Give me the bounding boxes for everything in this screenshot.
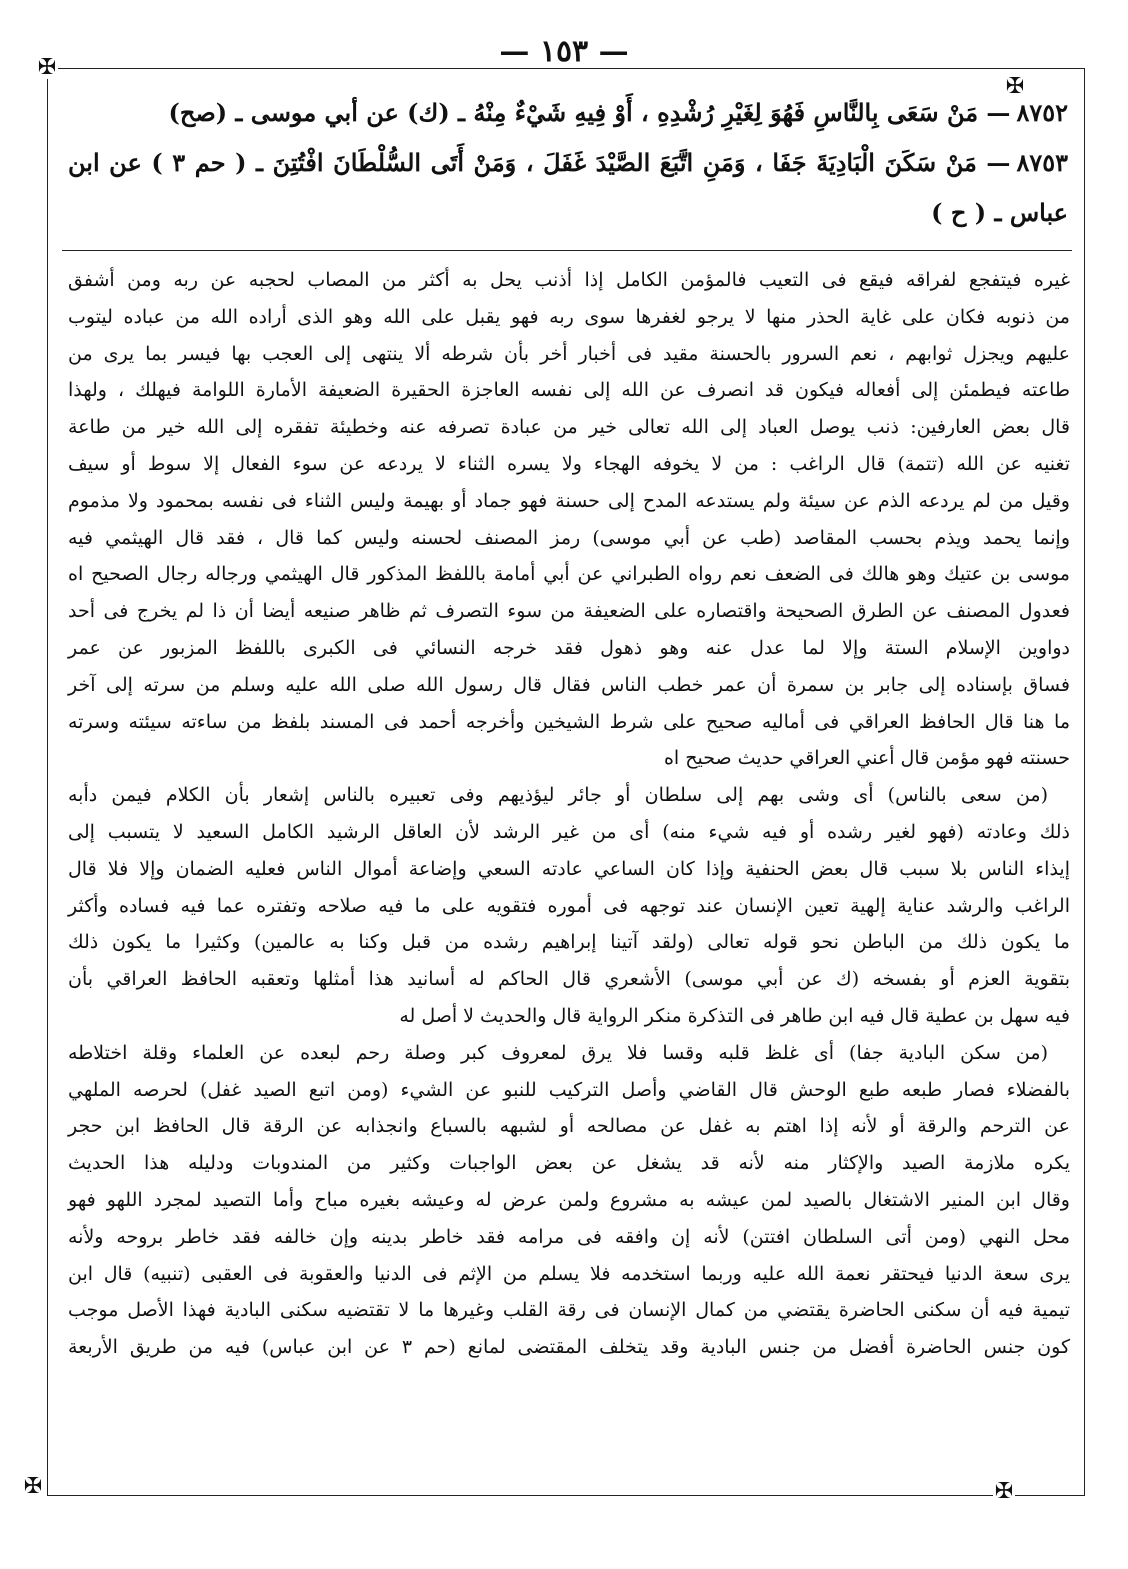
hadith-number: ٨٧٥٢: [1016, 98, 1068, 127]
commentary-line: غيره فيتفجع لفراقه فيقع فى التعيب فالمؤمن الكامل إذا أذنب يحل به أكثر من المصاب لحجبه عن ربه ومن أشفق: [68, 269, 1070, 291]
commentary-line: ذلك وعادته (فهو لغير رشده أو فيه شيء منه) أى من غير الرشد لأن العاقل الرشيد الكامل السعيد لا يتسبب إلى: [68, 820, 1070, 843]
commentary-line: كون جنس الحاضرة أفضل من جنس البادية وقد يتخلف المقتضى لمانع (حم ٣ عن ابن عباس) فيه من طريق الأربعة: [68, 1336, 1070, 1359]
hadith-text: — مَنْ سَكَنَ الْبَادِيَةَ جَفَا ، وَمَنِ اتَّبَعَ الصَّيْدَ غَفَلَ ، وَمَنْ أَتَى السُّلْطَانَ افْتُتِنَ ـ ( حم ٣ ) عن ابن عباس ـ ( ح ): [68, 148, 1068, 227]
corner-ornament-icon: ✠: [1005, 74, 1025, 99]
commentary-line: وقيل من لم يردعه الذم عن سيئة ولم يستدعه المدح إلى حسنة فهو جماد أو بهيمة وليس الثناء فى نفسه بمحمود ولا مذموم: [68, 489, 1070, 512]
commentary-line: ما يكون ذلك من الباطن نحو قوله تعالى (ولقد آتينا إبراهيم رشده من قبل وكنا به عالمين) وكثيرا ما يكون ذلك: [68, 931, 1070, 954]
commentary-line: الراغب والرشد عناية إلهية تعين الإنسان عند توجهه فى أموره فتقويه على ما فيه صلاحه وتفتره عما فيه فساده وأكثر: [68, 894, 1070, 917]
commentary-line: وقال ابن المنير الاشتغال بالصيد لمن عيشه به مشروع ولمن عرض له وعيشه بغيره مباح وأما التصيد لمجرد اللهو فهو: [68, 1188, 1070, 1211]
hadith-text-block: [68, 88, 1068, 238]
commentary-line: بالفضلاء فصار طبعه طبع الوحش قال القاضي وأصل التركيب للنبو عن الشيء (ومن اتبع الصيد غفل) لحرصه الملهي: [68, 1078, 1070, 1101]
commentary-line: من ذنوبه فكان على غاية الحذر منها لا يرجو لغفرها سوى ربه فهو يقبل على الله وهو الذى أراده الله من عباده ليتوب: [68, 305, 1070, 328]
commentary-line: محل النهي (ومن أتى السلطان افتتن) لأنه إن وافقه فى مرامه فقد خاطر بدينه وإن خالفه فقد خاطر بروحه ولأنه: [68, 1225, 1070, 1248]
hadith-entry: [68, 88, 1068, 138]
hadith-number: ٨٧٥٣: [1016, 148, 1068, 177]
hadith-entry: [68, 138, 1068, 238]
commentary-text: [68, 262, 1070, 1366]
commentary-line: دواوين الإسلام الستة وإلا لما عدل عنه وهو ذهول فقد خرجه النسائي فى الكبرى باللفظ المزبور عن عمر: [68, 636, 1070, 659]
commentary-line: تيمية فيه أن سكنى الحاضرة يقتضي من كمال الإنسان فى رقة القلب وغيرها ما لا تقتضيه سكنى البادية فهذا الأصل موجب: [68, 1299, 1070, 1322]
commentary-line: طاعته فيطمئن إلى أفعاله فيكون قد انصرف عن الله إلى نفسه العاجزة الحقيرة الضعيفة الأمارة اللوامة فيهلك ، ولهذا: [68, 379, 1070, 402]
commentary-line: قال بعض العارفين: ذنب يوصل العباد إلى الله تعالى خير من عبادة تصرفه عنه وخطيئة تفقره إلى الله خير من طاعة: [68, 416, 1070, 439]
commentary-line: فساق بإسناده إلى جابر بن سمرة أن عمر خطب الناس فقال قال رسول الله صلى الله عليه وسلم من سرته إلى آخر: [68, 673, 1070, 696]
commentary-line: موسى بن عتيك وهو هالك فى الضعف نعم رواه الطبراني عن أبي أمامة باللفظ المذكور قال الهيثمي ورجاله رجال الصحيح اه: [68, 563, 1070, 586]
commentary-line: (من سعى بالناس) أى وشى بهم إلى سلطان أو جائر ليؤذيهم وفى تعبيره بالناس إشعار بأن الكلام فيمن دأبه: [68, 784, 1048, 807]
commentary-line: حسنته فهو مؤمن قال أعني العراقي حديث صحيح اه: [663, 747, 1070, 770]
commentary-line: عليهم ويجزل ثوابهم ، نعم السرور بالحسنة مقيد فى أخبار أخر بأن شرطه ألا ينتهى إلى العجب بها فيسر بما يرى من: [68, 342, 1070, 365]
hadith-text: — مَنْ سَعَى بِالنَّاسِ فَهُوَ لِغَيْرِ رُشْدِهِ ، أَوْ فِيهِ شَيْءٌ مِنْهُ ـ (ك) عن أبي موسى ـ (صح): [168, 98, 1011, 127]
commentary-line: فعدول المصنف عن الطرق الصحيحة واقتصاره على الضعيفة من سوء التصرف ثم ظاهر صنيعه أيضا أن ذا لم يخرج فى أحد: [68, 600, 1070, 623]
commentary-line: يكره ملازمة الصيد والإكثار منه لأنه قد يشغل عن بعض الواجبات وكثير من المندوبات ودليله هذا الحديث: [68, 1152, 1070, 1175]
section-divider: [62, 250, 1072, 251]
corner-ornament-icon: ✠: [37, 55, 57, 80]
commentary-line: ما هنا قال الحافظ العراقي فى أماليه صحيح على شرط الشيخين وأخرجه أحمد فى المسند بلفظ من ساءته سيئته وسرته: [68, 710, 1070, 733]
page-number: — ١٥٣ —: [499, 34, 629, 69]
commentary-line: (من سكن البادية جفا) أى غلظ قلبه وقسا فلا يرق لمعروف كبر وصلة رحم لبعده عن العلماء وقلة اختلاطه: [68, 1041, 1048, 1064]
commentary-line: عن الترحم والرقة أو لأنه إذا اهتم به غفل عن مصالحه أو لشبهه بالسباع وانجذابه عن الرقة قال الحافظ ابن حجر: [68, 1115, 1070, 1138]
commentary-line: بتقوية العزم أو بفسخه (ك عن أبي موسى) الأشعري قال الحاكم له أسانيد هذا أمثلها وتعقبه الحافظ العراقي بأن: [68, 968, 1070, 991]
commentary-line: فيه سهل بن عطية قال فيه ابن طاهر فى التذكرة منكر الرواية قال والحديث لا أصل له: [399, 1004, 1070, 1027]
commentary-line: تغنيه عن الله (تتمة) قال الراغب : من لا يخوفه الهجاء ولا يسره الثناء لا يردعه عن سوء الفعال إلا سوط أو سيف: [68, 452, 1070, 475]
corner-ornament-icon: ✠: [994, 1479, 1014, 1504]
commentary-line: يرى سعة الدنيا فيحتقر نعمة الله عليه وربما استخدمه فلا يسلم من الإثم فى الدنيا والعقوبة فى العقبى (تنبيه) قال ابن: [68, 1262, 1070, 1285]
commentary-line: إيذاء الناس بلا سبب قال بعض الحنفية وإذا كان الساعي عادته السعي وإضاعة أموال الناس فعليه الضمان وإلا فلا قال: [68, 857, 1070, 880]
commentary-line: وإنما يحمد ويذم بحسب المقاصد (طب عن أبي موسى) رمز المصنف لحسنه وليس كما قال ، فقد قال الهيثمي فيه: [68, 526, 1070, 549]
corner-ornament-icon: ✠: [23, 1474, 43, 1499]
